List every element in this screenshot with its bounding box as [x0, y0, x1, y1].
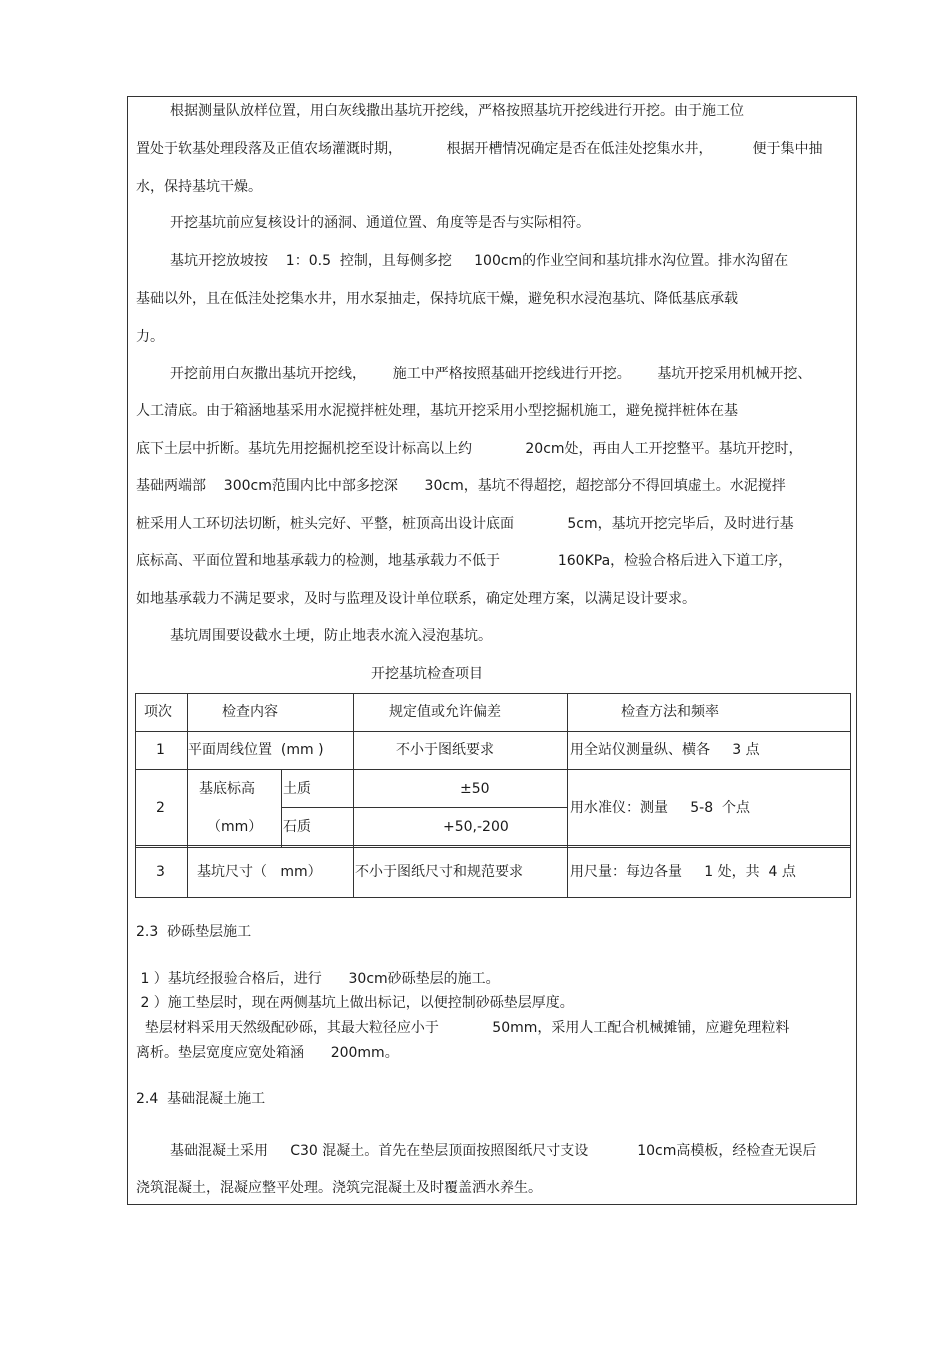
text-line: 底下土层中折断。基坑先用挖掘机挖至设计标高以上约 20cm处，再由人工开挖整平。基坑开挖时，: [136, 441, 803, 457]
text-line: 离析。垫层宽度应宽处箱涵 200mm。: [136, 1045, 399, 1061]
row2-method: 用水准仪：测量 5-8 个点: [570, 800, 751, 816]
row3-no: 3: [156, 864, 165, 880]
row1-no: 1: [156, 742, 165, 758]
text-line: 力。: [136, 329, 164, 345]
row2-unit: （mm）: [207, 819, 263, 835]
row3-method: 用尺量：每边各量 1 处，共 4 点: [570, 864, 796, 880]
text-line: 基础两端部 300cm范围内比中部多挖深 30cm，基坑不得超挖，超挖部分不得回填虚土。水泥搅拌: [136, 478, 786, 494]
text-line: 如地基承载力不满足要求，及时与监理及设计单位联系，确定处理方案，以满足设计要求。: [136, 591, 696, 607]
row2-soil-value: ±50: [460, 781, 490, 797]
row2-content: 基底标高: [199, 781, 255, 797]
row2-rock-value: +50,-200: [443, 819, 509, 835]
inspection-table: [135, 693, 851, 898]
row1-method: 用全站仪测量纵、横各 3 点: [570, 742, 760, 758]
text-line: 开挖前用白灰撒出基坑开挖线， 施工中严格按照基础开挖线进行开挖。 基坑开挖采用机械开挖、: [170, 366, 812, 382]
text-line: 基础混凝土采用 C30 混凝土。首先在垫层顶面按照图纸尺寸支设 10cm高模板，经检查无误后: [170, 1143, 817, 1159]
text-line: 置处于软基处理段落及正值农场灌溉时期， 根据开槽情况确定是否在低洼处挖集水井， 便于集中抽: [136, 141, 823, 157]
text-line: 根据测量队放样位置，用白灰线撒出基坑开挖线，严格按照基坑开挖线进行开挖。由于施工位: [170, 103, 744, 119]
header-method: 检查方法和频率: [621, 704, 719, 720]
text-line: 垫层材料采用天然级配砂砾，其最大粒径应小于 50mm，采用人工配合机械摊铺，应避免理粒料: [136, 1020, 790, 1036]
text-line: 1 ）基坑经报验合格后，进行 30cm砂砾垫层的施工。: [136, 971, 500, 987]
text-line: 底标高、平面位置和地基承载力的检测，地基承载力不低于 160KPa，检验合格后进入下道工序，: [136, 553, 793, 569]
text-line: 基坑开挖放坡按 1：0.5 控制，且每侧多挖 100cm的作业空间和基坑排水沟位置。排水沟留在: [170, 253, 789, 269]
row2-rock-label: 石质: [283, 819, 311, 835]
header-value: 规定值或允许偏差: [389, 704, 501, 720]
row3-content: 基坑尺寸（ mm）: [197, 864, 322, 880]
text-line: 水，保持基坑干燥。: [136, 179, 262, 195]
row2-soil-label: 土质: [283, 781, 311, 797]
row2-no: 2: [156, 800, 165, 816]
section-2-3-heading: 2.3 砂砾垫层施工: [136, 924, 252, 940]
text-line: 基坑周围要设截水土埂，防止地表水流入浸泡基坑。: [170, 628, 492, 644]
text-line: 2 ）施工垫层时，现在两侧基坑上做出标记，以便控制砂砾垫层厚度。: [136, 995, 574, 1011]
text-line: 人工清底。由于箱涵地基采用水泥搅拌桩处理，基坑开挖采用小型挖掘机施工，避免搅拌桩体在基: [136, 403, 738, 419]
row3-value: 不小于图纸尺寸和规范要求: [355, 864, 523, 880]
row1-content: 平面周线位置 (mm ): [188, 742, 324, 758]
text-line: 开挖基坑前应复核设计的涵洞、通道位置、角度等是否与实际相符。: [170, 215, 590, 231]
header-content: 检查内容: [222, 704, 278, 720]
text-line: 基础以外，且在低洼处挖集水井，用水泵抽走，保持坑底干燥，避免积水浸泡基坑、降低基底承载: [136, 291, 738, 307]
header-no: 项次: [144, 704, 172, 720]
text-line: 桩采用人工环切法切断，桩头完好、平整，桩顶高出设计底面 5cm，基坑开挖完毕后，及时进行基: [136, 516, 794, 532]
text-line: 浇筑混凝土，混凝应整平处理。浇筑完混凝土及时覆盖洒水养生。: [136, 1180, 542, 1196]
row1-value: 不小于图纸要求: [396, 742, 494, 758]
table-caption: 开挖基坑检查项目: [371, 666, 483, 682]
section-2-4-heading: 2.4 基础混凝土施工: [136, 1091, 266, 1107]
